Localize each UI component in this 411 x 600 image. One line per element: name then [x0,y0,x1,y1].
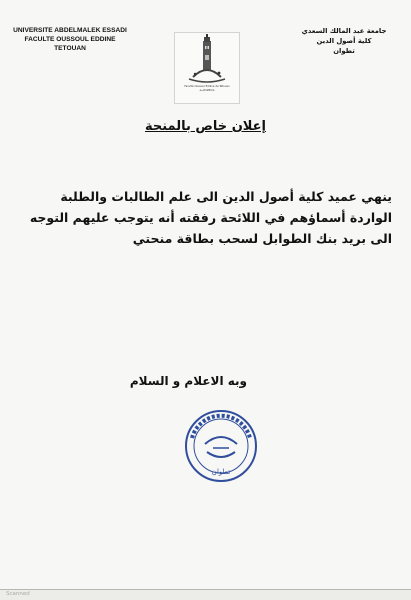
university-name-ar: جامعة عبد المالك السعدي [301,27,387,35]
faculty-name-fr: FACULTE OUSSOUL EDDINE [24,36,116,43]
scan-footer-bar [0,589,411,600]
logo-caption-tifinagh: ⵜⴰⵙⴷⵍⵉⵙⵜ [199,89,215,92]
header-left-institution [10,26,130,53]
svg-text:تطوان: تطوان [211,468,231,476]
official-stamp [183,408,259,484]
faculty-name-ar: كلية أصول الدين [316,37,372,45]
stamp-seal-icon [183,408,259,484]
announcement-title: إعلان خاص بالمنحة [144,119,266,134]
closing-line: وبه الاعلام و السلام [129,374,247,388]
scan-watermark: Scanned [6,591,30,597]
header-right-institution [289,26,399,56]
university-name-fr: UNIVERSITE ABDELMALEK ESSADI [13,27,127,34]
logo-caption-fr: Faculté Oussoul Eddine de Tétouan [184,85,230,88]
city-name-ar: تطوان [333,47,355,55]
announcement-body: ينهي عميد كلية أصول الدين الى علم الطالبات والطلبة الواردة أسماؤهم في اللائحة رفقته أنه يتوجب عليهم التوجه الى بريد بنك الطوابل لسحب بطاقة منحتي [29,189,392,246]
city-name-fr: TETOUAN [54,45,86,52]
minaret-logo-icon [175,33,239,89]
faculty-logo [174,32,240,104]
